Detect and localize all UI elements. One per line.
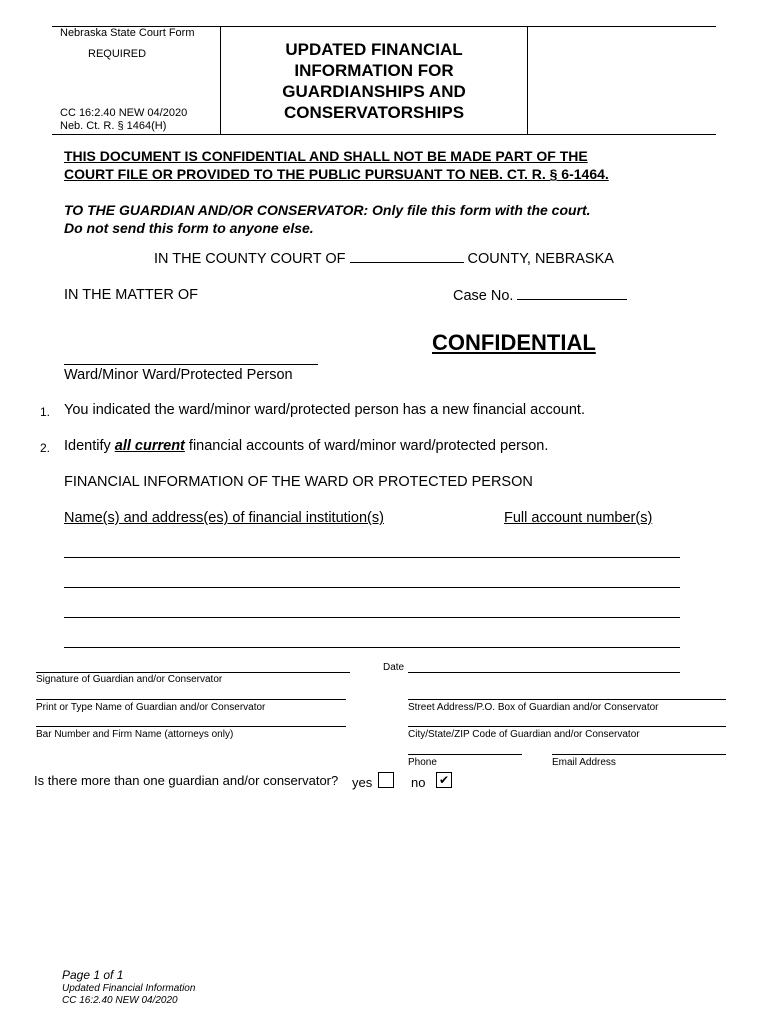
signature-label: Signature of Guardian and/or Conservator xyxy=(36,674,223,685)
case-number-label: Case No. xyxy=(453,288,514,304)
rule-reference: Neb. Ct. R. § 1464(H) xyxy=(60,120,167,132)
email-label: Email Address xyxy=(552,757,616,768)
print-name-label: Print or Type Name of Guardian and/or Conservator xyxy=(36,702,266,713)
title-line: GUARDIANSHIPS AND xyxy=(282,82,466,101)
instruction-line2: Do not send this form to anyone else. xyxy=(64,220,314,236)
header-bottom-border xyxy=(52,134,716,135)
item-2-emphasis: all current xyxy=(114,438,185,454)
phone-line[interactable] xyxy=(408,754,522,755)
confidential-notice-line2: COURT FILE OR PROVIDED TO THE PUBLIC PURSUANT TO NEB. CT. R. § 6-1464. xyxy=(64,166,609,182)
signature-line[interactable] xyxy=(36,672,350,673)
court-form-label: Nebraska State Court Form xyxy=(60,27,195,39)
item-2-before: Identify xyxy=(64,438,115,454)
bar-number-label: Bar Number and Firm Name (attorneys only) xyxy=(36,729,234,740)
footer-form-code: CC 16:2.40 NEW 04/2020 xyxy=(62,995,178,1006)
institution-column-header: Name(s) and address(es) of financial institution(s) xyxy=(64,510,384,526)
account-column-header: Full account number(s) xyxy=(504,510,653,526)
county-field[interactable] xyxy=(350,250,464,263)
financial-entry-line[interactable] xyxy=(64,647,680,648)
phone-label: Phone xyxy=(408,757,437,768)
item-2-text xyxy=(64,438,548,454)
header-divider-left xyxy=(220,26,221,134)
confidential-notice xyxy=(64,147,609,183)
financial-entry-line[interactable] xyxy=(64,557,680,558)
title-line: INFORMATION FOR xyxy=(294,61,454,80)
instruction-line1: TO THE GUARDIAN AND/OR CONSERVATOR: Only file this form with the court. xyxy=(64,202,591,218)
no-checkbox[interactable] xyxy=(436,772,452,788)
check-mark-icon: ✔ xyxy=(438,773,450,787)
case-number-line xyxy=(453,287,627,304)
title-line: UPDATED FINANCIAL xyxy=(285,40,463,59)
street-address-label: Street Address/P.O. Box of Guardian and/or Conservator xyxy=(408,702,659,713)
no-label: no xyxy=(411,775,426,790)
court-line xyxy=(154,250,614,267)
item-number: 1. xyxy=(40,405,51,419)
court-prefix: IN THE COUNTY COURT OF xyxy=(154,251,346,267)
page-number: Page 1 of 1 xyxy=(62,968,124,982)
form-code: CC 16:2.40 NEW 04/2020 xyxy=(60,107,188,119)
title-line: CONSERVATORSHIPS xyxy=(283,103,465,122)
financial-heading: FINANCIAL INFORMATION OF THE WARD OR PROTECTED PERSON xyxy=(64,474,533,490)
financial-entry-line[interactable] xyxy=(64,617,680,618)
yes-label: yes xyxy=(352,775,373,790)
item-2-after: financial accounts of ward/minor ward/protected person. xyxy=(184,438,549,454)
email-line[interactable] xyxy=(552,754,726,755)
multiple-guardian-question: Is there more than one guardian and/or conservator? xyxy=(34,773,339,788)
bar-number-line[interactable] xyxy=(36,726,346,727)
street-address-line[interactable] xyxy=(408,699,726,700)
required-label: REQUIRED xyxy=(88,48,147,60)
city-state-zip-label: City/State/ZIP Code of Guardian and/or Conservator xyxy=(408,729,640,740)
header-divider-right xyxy=(527,26,528,134)
city-state-zip-line[interactable] xyxy=(408,726,726,727)
item-number: 2. xyxy=(40,441,51,455)
date-label: Date xyxy=(383,662,405,673)
filing-instruction xyxy=(64,201,591,237)
item-1-text: You indicated the ward/minor ward/protected person has a new financial account. xyxy=(64,402,585,418)
case-number-field[interactable] xyxy=(517,287,627,300)
confidential-heading: CONFIDENTIAL xyxy=(432,330,596,355)
footer-form-name: Updated Financial Information xyxy=(62,983,196,994)
ward-name-line[interactable] xyxy=(64,364,318,365)
ward-label: Ward/Minor Ward/Protected Person xyxy=(64,367,293,383)
date-line[interactable] xyxy=(408,672,680,673)
form-title xyxy=(222,39,526,123)
yes-checkbox[interactable] xyxy=(378,772,394,788)
matter-label: IN THE MATTER OF xyxy=(64,287,198,303)
print-name-line[interactable] xyxy=(36,699,346,700)
court-suffix: COUNTY, NEBRASKA xyxy=(467,251,614,267)
confidential-notice-line1: THIS DOCUMENT IS CONFIDENTIAL AND SHALL NOT BE MADE PART OF THE xyxy=(64,148,588,164)
financial-entry-line[interactable] xyxy=(64,587,680,588)
